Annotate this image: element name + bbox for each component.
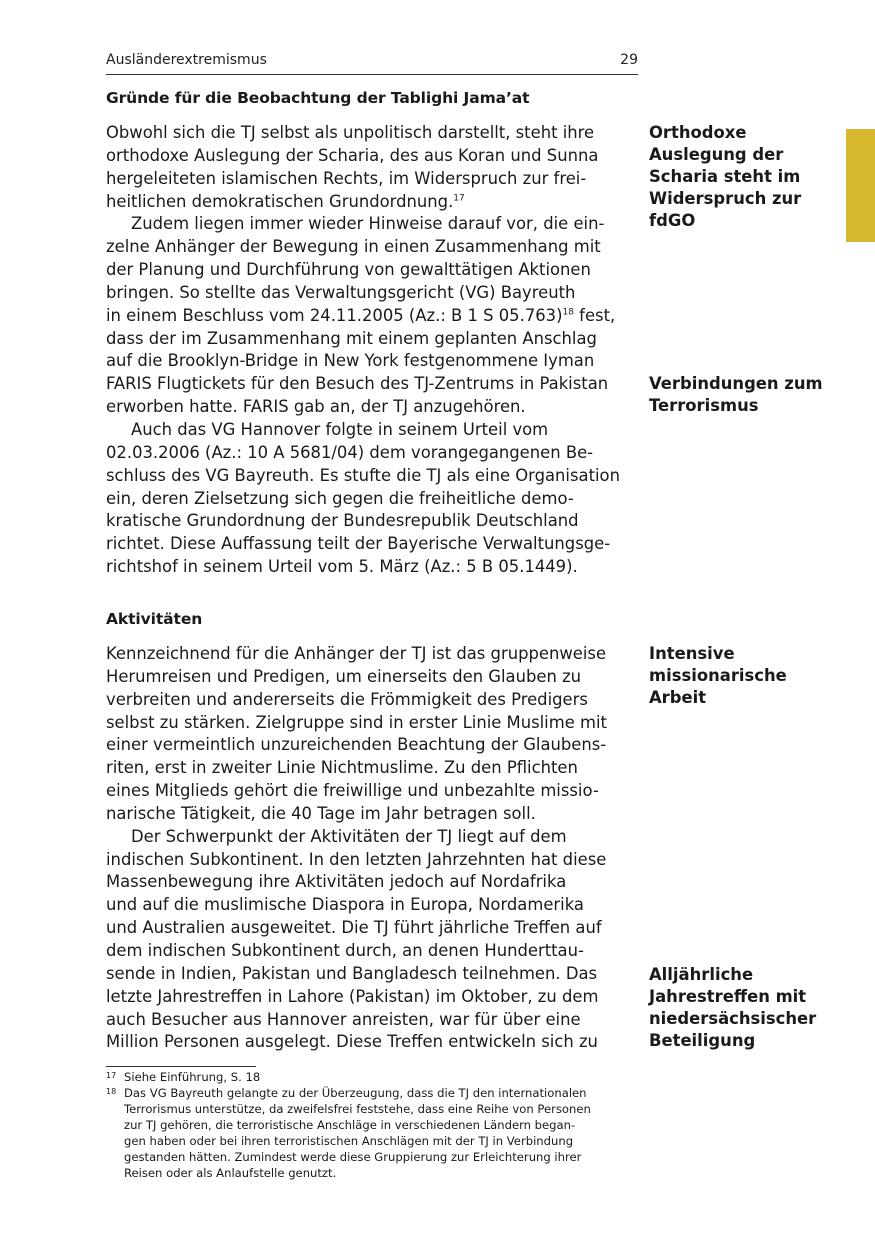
text-line: [106, 849, 640, 872]
footnote-line: gen haben oder bei ihren terroristischen Anschlägen mit der TJ in Verbindung: [124, 1133, 574, 1148]
margin-note-line: niedersächsischer: [649, 1009, 817, 1028]
text-line: [106, 442, 640, 465]
text-line: [106, 666, 640, 689]
line-text: der Planung und Durchführung von gewalttätigen Aktionen: [106, 260, 591, 280]
margin-note-line: Widerspruch zur: [649, 189, 802, 208]
margin-note-line: Arbeit: [649, 688, 707, 707]
margin-note-missionary: [649, 643, 849, 709]
footnote-line: Das VG Bayreuth gelangte zu der Überzeugung, dass die TJ den internationalen: [124, 1086, 587, 1100]
section-heading-reasons: Gründe für die Beobachtung der Tablighi Jama’at: [106, 89, 530, 107]
text-line: [106, 917, 640, 940]
margin-note-line: missionarische: [649, 666, 787, 685]
line-text: Herumreisen und Predigen, um einerseits den Glauben zu: [106, 666, 582, 686]
margin-note-line: Auslegung der: [649, 145, 784, 164]
chapter-tab-marker: [846, 129, 875, 242]
text-line: [106, 712, 640, 735]
text-line: [106, 145, 640, 168]
footnote-17: [106, 1070, 646, 1086]
margin-note-line: Orthodoxe: [649, 123, 747, 142]
line-text: richtshof in seinem Urteil vom 5. März (Az.: 5 B 05.1449).: [106, 557, 578, 577]
line-text: sende in Indien, Pakistan und Bangladesch teilnehmen. Das: [106, 963, 598, 983]
line-text: zelne Anhänger der Bewegung in einen Zusammenhang mit: [106, 237, 601, 257]
footnote-rule: [106, 1066, 256, 1067]
line-text: dass der im Zusammenhang mit einem geplanten Anschlag: [106, 328, 597, 348]
text-line: [106, 213, 640, 236]
text-line: [106, 419, 640, 442]
text-line: [106, 894, 640, 917]
margin-note-line: Alljährliche: [649, 965, 754, 984]
line-text: verbreiten und andererseits die Frömmigkeit des Predigers: [106, 689, 588, 709]
text-line: [106, 168, 640, 191]
footnote-reference: 18: [562, 307, 574, 318]
margin-note-line: Jahrestreffen mit: [649, 987, 807, 1006]
margin-note-line: Beteiligung: [649, 1031, 756, 1050]
line-text: eines Mitglieds gehört die freiwillige und unbezahlte missio-: [106, 781, 599, 801]
footnote-line: Reisen oder als Anlaufstelle genutzt.: [124, 1165, 337, 1180]
text-line: [106, 780, 640, 803]
footnote-number: 17: [106, 1071, 117, 1080]
margin-note-line: fdGO: [649, 211, 696, 230]
page-number: 29: [620, 52, 638, 68]
line-text: erworben hatte. FARIS gab an, der TJ anzugehören.: [106, 397, 526, 417]
line-text: heitlichen demokratischen Grundordnung.: [106, 191, 454, 211]
text-line: [106, 259, 640, 282]
line-text: FARIS Flugtickets für den Besuch des TJ-Zentrums in Pakistan: [106, 374, 609, 394]
line-text: indischen Subkontinent. In den letzten Jahrzehnten hat diese: [106, 849, 607, 869]
line-text: riten, erst in zweiter Linie Nichtmuslime. Zu den Pflichten: [106, 758, 578, 778]
text-line: [106, 488, 640, 511]
margin-note-line: Terrorismus: [649, 396, 759, 415]
margin-note-line: Intensive: [649, 644, 735, 663]
line-text: letzte Jahrestreffen in Lahore (Pakistan) im Oktober, zu dem: [106, 986, 599, 1006]
text-line: [106, 465, 640, 488]
text-line: [106, 396, 640, 419]
text-line: [106, 191, 640, 214]
footnote-line: Terrorismus unterstütze, da zweifelsfrei feststehe, dass eine Reihe von Personen: [124, 1101, 591, 1116]
line-text: auch Besucher aus Hannover anreisten, war für über eine: [106, 1009, 581, 1029]
line-text: Million Personen ausgelegt. Diese Treffen entwickeln sich zu: [106, 1032, 598, 1052]
text-line: [106, 757, 640, 780]
body-text-reasons: [106, 122, 640, 579]
text-line: [106, 556, 640, 579]
margin-note-line: Scharia steht im: [649, 167, 801, 186]
line-text-after: fest,: [573, 305, 616, 325]
line-text: Obwohl sich die TJ selbst als unpolitisch darstellt, steht ihre: [106, 123, 595, 142]
text-line: [106, 122, 640, 145]
line-text: dem indischen Subkontinent durch, an denen Hunderttau-: [106, 940, 584, 960]
line-text: bringen. So stellte das Verwaltungsgericht (VG) Bayreuth: [106, 282, 576, 302]
line-text: orthodoxe Auslegung der Scharia, des aus Koran und Sunna: [106, 145, 599, 165]
line-text: Auch das VG Hannover folgte in seinem Urteil vom: [131, 419, 549, 439]
text-line: [106, 282, 640, 305]
footnote-18: [106, 1086, 646, 1181]
footnote-line: gestanden hätten. Zumindest werde diese Gruppierung zur Erleichterung ihrer: [124, 1149, 582, 1164]
text-line: [106, 236, 640, 259]
text-line: [106, 350, 640, 373]
text-line: [106, 328, 640, 351]
text-line: [106, 963, 640, 986]
text-line: [106, 803, 640, 826]
text-line: [106, 643, 640, 666]
text-line: [106, 305, 640, 328]
margin-note-orthodox: [649, 122, 849, 232]
text-line: [106, 1031, 640, 1054]
text-line: [106, 826, 640, 849]
line-text: und auf die muslimische Diaspora in Europa, Nordamerika: [106, 895, 584, 915]
line-text: auf die Brooklyn-Bridge in New York festgenommene Iyman: [106, 351, 595, 371]
footnote-reference: 17: [453, 193, 465, 204]
line-text: 02.03.2006 (Az.: 10 A 5681/04) dem vorangegangenen Be-: [106, 442, 594, 462]
text-line: [106, 871, 640, 894]
margin-note-terrorism: [649, 373, 849, 417]
line-text: und Australien ausgeweitet. Die TJ führt jährliche Treffen auf: [106, 918, 602, 938]
text-line: [106, 533, 640, 556]
footnote-number: 18: [106, 1087, 117, 1096]
margin-note-annual-meeting: [649, 964, 849, 1052]
text-line: [106, 986, 640, 1009]
line-text: richtet. Diese Auffassung teilt der Bayerische Verwaltungsge-: [106, 534, 611, 554]
line-text: Kennzeichnend für die Anhänger der TJ ist das gruppenweise: [106, 644, 607, 663]
line-text: Massenbewegung ihre Aktivitäten jedoch auf Nordafrika: [106, 872, 567, 892]
footnote-line: Siehe Einführung, S. 18: [124, 1070, 261, 1084]
line-text: kratische Grundordnung der Bundesrepublik Deutschland: [106, 511, 579, 531]
text-line: [106, 1009, 640, 1032]
text-line: [106, 734, 640, 757]
line-text: selbst zu stärken. Zielgruppe sind in erster Linie Muslime mit: [106, 712, 607, 732]
running-title: Ausländerextremismus: [106, 52, 267, 68]
section-heading-activities: Aktivitäten: [106, 610, 203, 628]
text-line: [106, 510, 640, 533]
line-text: in einem Beschluss vom 24.11.2005 (Az.: B 1 S 05.763): [106, 305, 563, 325]
text-line: [106, 940, 640, 963]
body-text-activities: [106, 643, 640, 1054]
text-line: [106, 689, 640, 712]
line-text: Der Schwerpunkt der Aktivitäten der TJ liegt auf dem: [131, 826, 567, 846]
text-line: [106, 373, 640, 396]
margin-note-line: Verbindungen zum: [649, 374, 823, 393]
running-header: [106, 52, 638, 75]
line-text: schluss des VG Bayreuth. Es stufte die TJ als eine Organisation: [106, 465, 620, 485]
line-text: narische Tätigkeit, die 40 Tage im Jahr betragen soll.: [106, 803, 536, 823]
line-text: Zudem liegen immer wieder Hinweise darauf vor, die ein-: [131, 214, 605, 234]
line-text: hergeleiteten islamischen Rechts, im Widerspruch zur frei-: [106, 168, 587, 188]
line-text: ein, deren Zielsetzung sich gegen die freiheitliche demo-: [106, 488, 574, 508]
line-text: einer vermeintlich unzureichenden Beachtung der Glaubens-: [106, 735, 607, 755]
footnote-line: zur TJ gehören, die terroristische Anschläge in verschiedenen Ländern began-: [124, 1117, 576, 1132]
